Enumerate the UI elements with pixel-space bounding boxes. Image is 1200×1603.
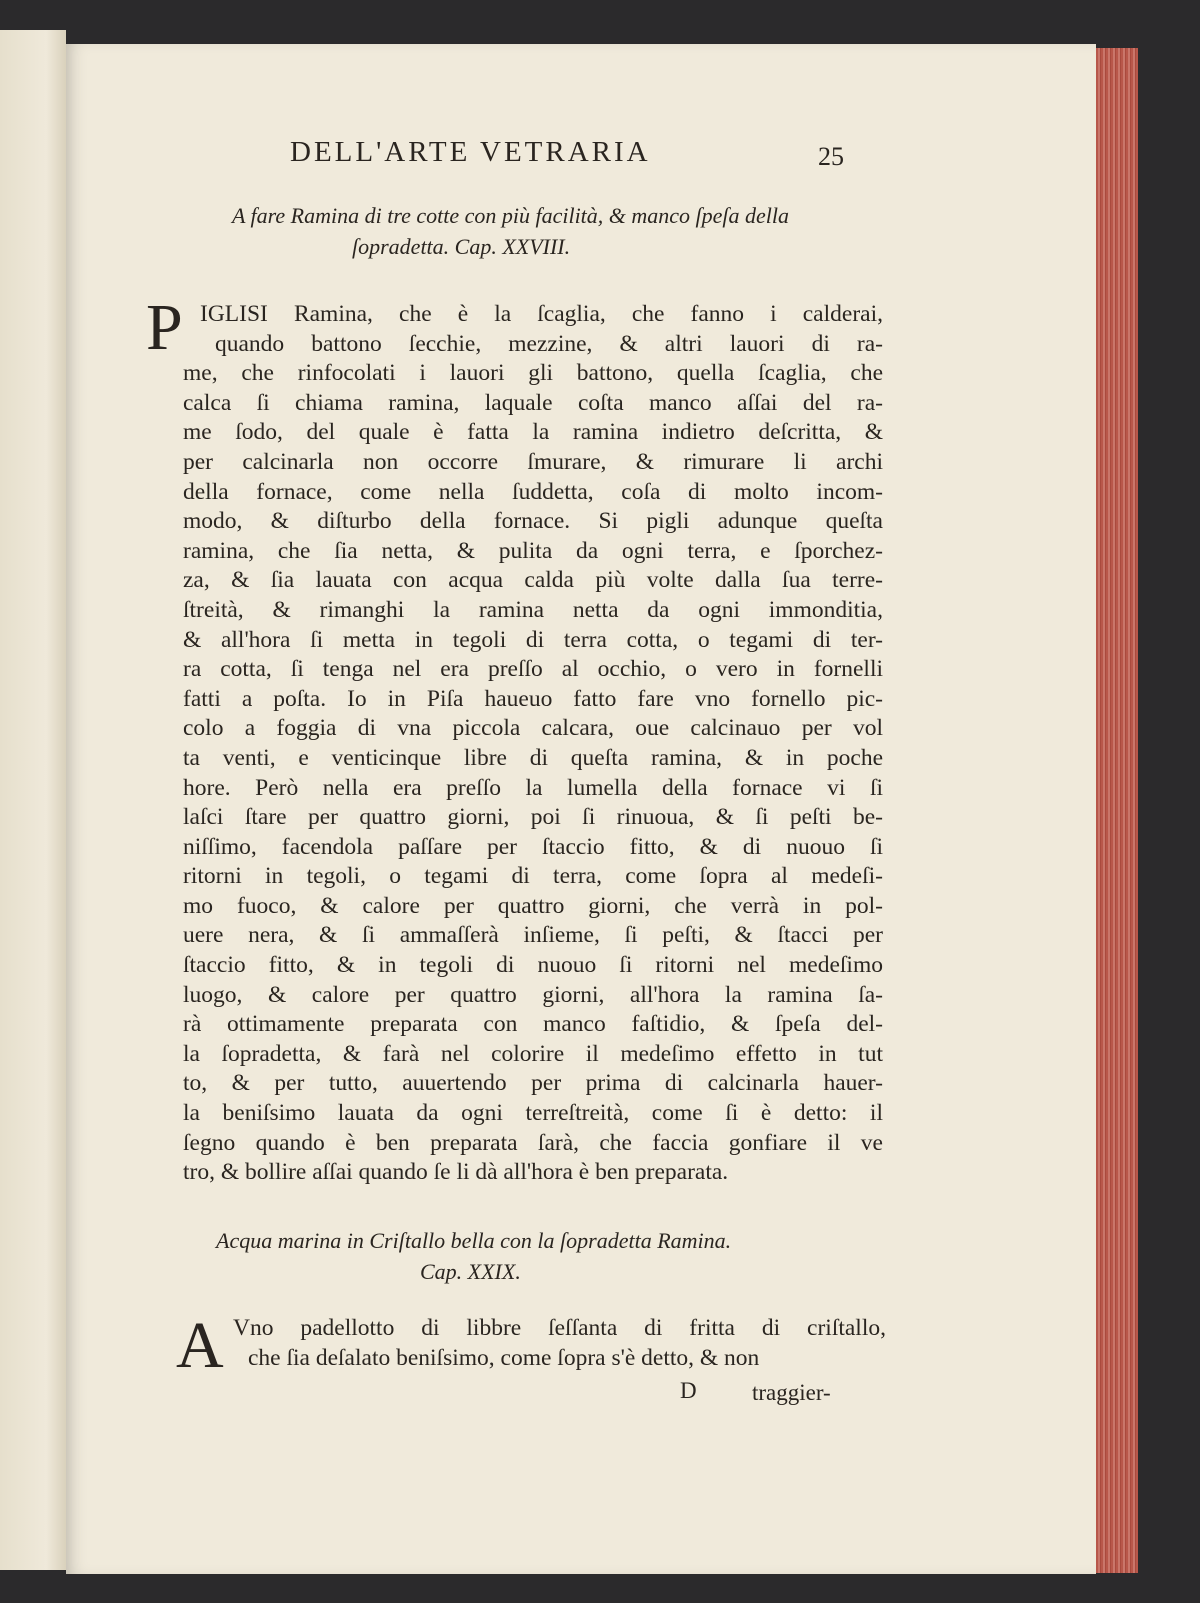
text-line: niſſimo, facendola paſſare per ſtaccio fitto, & di nuouo ſi bbox=[183, 833, 883, 860]
text-line: colo a foggia di vna piccola calcara, oue calcinauo per vol bbox=[183, 715, 883, 742]
chapter-title-line: A fare Ramina di tre cotte con più facilità, & manco ſpeſa della bbox=[232, 203, 790, 228]
text-line: la beniſsimo lauata da ogni terreſtreità, come ſi è detto: il bbox=[183, 1100, 883, 1127]
chapter-title-line: Acqua marina in Criſtallo bella con la ſopradetta Ramina. bbox=[216, 1228, 732, 1253]
text-line: ſegno quando è ben preparata ſarà, che faccia gonfiare il ve bbox=[183, 1129, 883, 1156]
text-line: ta venti, e venticinque libre di queſta ramina, & in poche bbox=[183, 744, 883, 771]
text-line: hore. Però nella era preſſo la lumella della fornace vi ſi bbox=[183, 774, 883, 801]
text-line: ramina, che ſia netta, & pulita da ogni terra, e ſporchez- bbox=[183, 537, 883, 564]
text-line: per calcinarla non occorre ſmurare, & rimurare li archi bbox=[183, 448, 883, 475]
signature-mark: D bbox=[680, 1378, 697, 1403]
text-line: della fornace, come nella ſuddetta, coſa di molto incom- bbox=[183, 478, 883, 505]
text-line: laſci ſtare per quattro giorni, poi ſi rinuoua, & ſi peſti be- bbox=[183, 804, 883, 831]
text-line: & all'hora ſi metta in tegoli di terra cotta, o tegami di ter- bbox=[183, 626, 883, 653]
text-line: za, & ſia lauata con acqua calda più volte dalla ſua terre- bbox=[183, 567, 883, 594]
text-line: modo, & diſturbo della fornace. Si pigli adunque queſta bbox=[183, 508, 883, 535]
chapter-body bbox=[183, 1314, 886, 1373]
text-line: la ſopradetta, & farà nel colorire il medeſimo effetto in tut bbox=[183, 1040, 883, 1067]
drop-cap: A bbox=[176, 1309, 224, 1382]
text-line: uere nera, & ſi ammaſſerà inſieme, ſi peſti, & ſtacci per bbox=[183, 922, 883, 949]
text-line: rà ottimamente preparata con manco faſtidio, & ſpeſa del- bbox=[183, 1011, 883, 1038]
text-line: ſtaccio fitto, & in tegoli di nuouo ſi ritorni nel medeſimo bbox=[183, 952, 883, 979]
text-line: quando battono ſecchie, mezzine, & altri lauori di ra- bbox=[215, 330, 883, 357]
catchword: traggier- bbox=[752, 1380, 831, 1405]
text-line: calca ſi chiama ramina, laquale coſta manco aſſai del ra- bbox=[183, 389, 883, 416]
text-line: Vno padellotto di libbre ſeſſanta di fritta di criſtallo, bbox=[233, 1315, 886, 1341]
page-edges-red bbox=[1096, 48, 1138, 1573]
text-line: ritorni in tegoli, o tegami di terra, come ſopra al medeſi- bbox=[183, 863, 883, 890]
text-line: me ſodo, del quale è fatta la ramina indietro deſcritta, & bbox=[183, 419, 883, 446]
text-line: ſtreità, & rimanghi la ramina netta da ogni immonditia, bbox=[183, 596, 883, 623]
text-line: me, che rinfocolati i lauori gli battono, quella ſcaglia, che bbox=[183, 360, 883, 387]
text-line: ra cotta, ſi tenga nel era preſſo al occhio, o vero in fornelli bbox=[183, 656, 883, 683]
text-line: che ſia deſalato beniſsimo, come ſopra s'è detto, & non bbox=[248, 1344, 760, 1371]
drop-cap: P bbox=[146, 291, 183, 364]
text-line: tro, & bollire aſſai quando ſe li dà all'hora è ben preparata. bbox=[183, 1159, 729, 1186]
text-line: mo fuoco, & calore per quattro giorni, che verrà in pol- bbox=[183, 892, 883, 919]
text-line: IGLISI Ramina, che è la ſcaglia, che fanno i calderai, bbox=[200, 301, 883, 327]
facing-page-edge bbox=[0, 30, 66, 1570]
chapter-title-line: ſopradetta. Cap. XXVIII. bbox=[352, 234, 571, 259]
running-title: DELL'ARTE VETRARIA bbox=[290, 136, 651, 168]
chapter-title-line: Cap. XXIX. bbox=[420, 1259, 521, 1284]
text-line: to, & per tutto, auuertendo per prima di calcinarla hauer- bbox=[183, 1070, 883, 1097]
page-number: 25 bbox=[818, 142, 844, 171]
text-line: luogo, & calore per quattro giorni, all'hora la ramina ſa- bbox=[183, 981, 883, 1008]
chapter-body bbox=[183, 300, 883, 1188]
text-line: fatti a poſta. Io in Piſa haueuo fatto fare vno fornello pic- bbox=[183, 685, 883, 712]
